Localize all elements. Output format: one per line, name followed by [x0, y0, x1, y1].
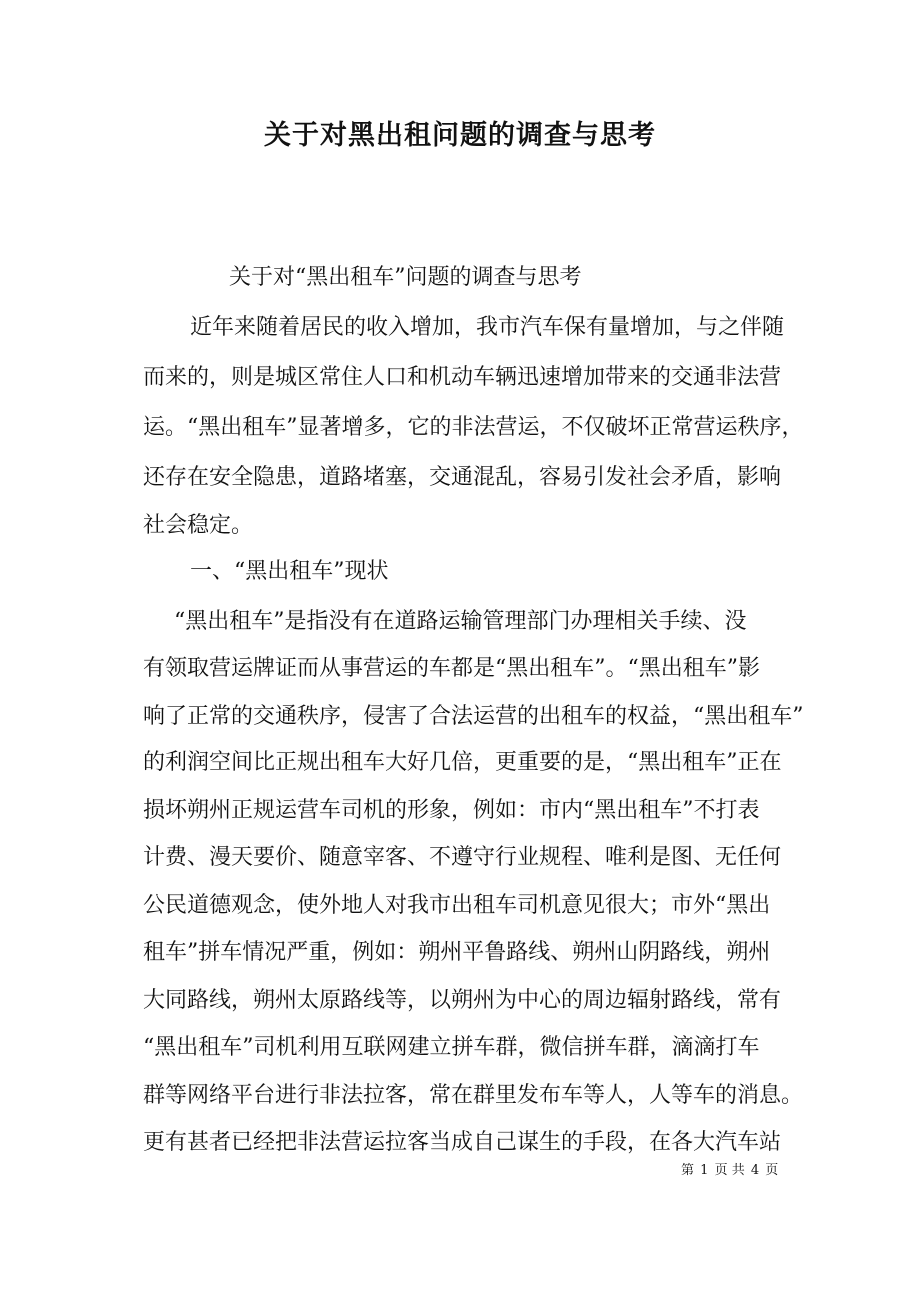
footer-page-number: 1	[700, 1163, 709, 1178]
text-line: 而来的，则是城区常住人口和机动车辆迅速增加带来的交通非法营	[143, 365, 782, 390]
footer-suffix: 页	[765, 1163, 779, 1178]
text-line: “黑出租车”是指没有在道路运输管理部门办理相关手续、没	[174, 609, 747, 634]
text-line: 响了正常的交通秩序，侵害了合法运营的出租车的权益，“黑出租车”	[143, 704, 804, 729]
document-title: 关于对黑出租问题的调查与思考	[264, 120, 656, 151]
text-line: 社会稳定。	[143, 513, 254, 538]
subtitle-line: 关于对“黑出租车”问题的调查与思考	[229, 265, 582, 290]
text-line: 群等网络平台进行非法拉客，常在群里发布车等人，人等车的消息。	[143, 1083, 804, 1108]
text-line: 更有甚者已经把非法营运拉客当成自己谋生的手段，在各大汽车站	[143, 1130, 782, 1155]
text-line: 运。“黑出租车”显著增多，它的非法营运，不仅破坏正常营运秩序，	[143, 415, 804, 440]
text-line: 公民道德观念，使外地人对我市出租车司机意见很大；市外“黑出	[143, 893, 771, 918]
page-footer	[680, 1162, 779, 1180]
text-line: 有领取营运牌证而从事营运的车都是“黑出租车”。“黑出租车”影	[143, 656, 760, 681]
text-line: 还存在安全隐患，道路堵塞，交通混乱，容易引发社会矛盾，影响	[143, 465, 782, 490]
footer-prefix: 第	[681, 1163, 695, 1178]
text-line: 近年来随着居民的收入增加，我市汽车保有量增加，与之伴随	[190, 315, 785, 340]
text-line: 损坏朔州正规运营车司机的形象，例如：市内“黑出租车”不打表	[143, 798, 760, 823]
text-line: 大同路线，朔州太原路线等，以朔州为中心的周边辐射路线，常有	[143, 988, 782, 1013]
text-line: 的利润空间比正规出租车大好几倍，更重要的是，“黑出租车”正在	[143, 750, 782, 775]
text-line: “黑出租车”司机利用互联网建立拼车群，微信拼车群，滴滴打车	[143, 1035, 760, 1060]
text-line: 计费、漫天要价、随意宰客、不遵守行业规程、唯利是图、无任何	[143, 845, 782, 870]
text-line: 租车”拼车情况严重，例如：朔州平鲁路线、朔州山阴路线，朔州	[143, 940, 771, 965]
footer-total-pages: 4	[750, 1163, 760, 1178]
section-heading: 一、“黑出租车”现状	[190, 559, 389, 584]
footer-middle: 页 共	[714, 1163, 745, 1178]
